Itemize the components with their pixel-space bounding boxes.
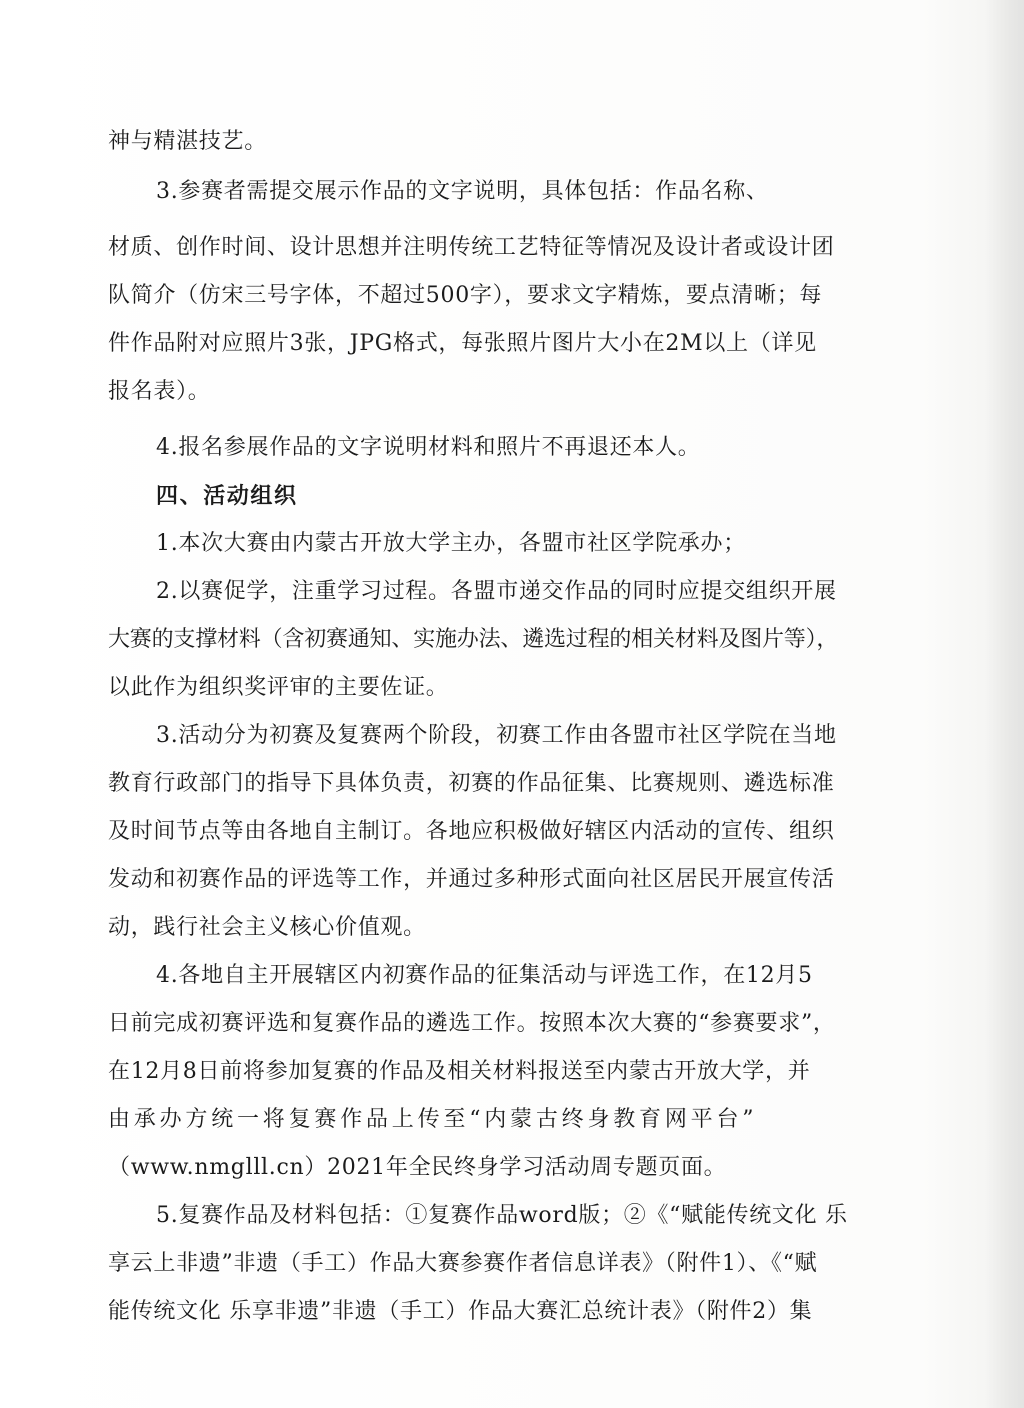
paragraph-line: 由承办方统一将复赛作品上传至“内蒙古终身教育网平台” (108, 1107, 758, 1132)
paragraph-line: 动，践行社会主义核心价值观。 (108, 915, 426, 940)
paragraph-line: （www.nmglll.cn）2021年全民终身学习活动周专题页面。 (108, 1155, 727, 1180)
paragraph-line: 件作品附对应照片3张，JPG格式，每张照片图片大小在2M以上（详见 (108, 331, 817, 356)
paragraph-line: 神与精湛技艺。 (108, 129, 267, 154)
paragraph-line: 大赛的支撑材料（含初赛通知、实施办法、遴选过程的相关材料及图片等）， (108, 627, 839, 652)
paragraph-line: 享云上非遗”非遗（手工）作品大赛参赛作者信息详表》（附件1）、《“赋 (108, 1251, 818, 1276)
paragraph-line: 日前完成初赛评选和复赛作品的遴选工作。按照本次大赛的“参赛要求”， (108, 1011, 836, 1036)
paragraph-line: 教育行政部门的指导下具体负责，初赛的作品征集、比赛规则、遴选标准 (108, 771, 835, 796)
section-heading: 四、活动组织 (156, 483, 298, 509)
paragraph-line: 5.复赛作品及材料包括：①复赛作品word版；②《“赋能传统文化 乐 (156, 1203, 848, 1228)
paragraph-line: 3.活动分为初赛及复赛两个阶段，初赛工作由各盟市社区学院在当地 (156, 723, 837, 748)
paragraph-line: 3.参赛者需提交展示作品的文字说明，具体包括：作品名称、 (156, 179, 769, 204)
paragraph-line: 4.报名参展作品的文字说明材料和照片不再退还本人。 (156, 435, 701, 460)
document-body (108, 118, 894, 1336)
paragraph-line: 发动和初赛作品的评选等工作，并通过多种形式面向社区居民开展宣传活 (108, 867, 835, 892)
paragraph-line: 及时间节点等由各地自主制订。各地应积极做好辖区内活动的宣传、组织 (108, 819, 835, 844)
paragraph-line: 4.各地自主开展辖区内初赛作品的征集活动与评选工作，在12月5 (156, 963, 813, 988)
paragraph-line: 能传统文化 乐享非遗”非遗（手工）作品大赛汇总统计表》（附件2）集 (108, 1299, 813, 1324)
paragraph-line: 以此作为组织奖评审的主要佐证。 (108, 675, 449, 700)
paragraph-line: 在12月8日前将参加复赛的作品及相关材料报送至内蒙古开放大学，并 (108, 1059, 811, 1084)
paragraph-line: 2.以赛促学，注重学习过程。各盟市递交作品的同时应提交组织开展 (156, 579, 837, 604)
paragraph-line: 队简介（仿宋三号字体，不超过500字），要求文字精炼，要点清晰；每 (108, 283, 823, 308)
page-edge-shadow (986, 0, 1024, 1408)
paragraph-line: 报名表）。 (108, 379, 211, 404)
paragraph-line: 材质、创作时间、设计思想并注明传统工艺特征等情况及设计者或设计团 (108, 235, 835, 260)
paragraph-line: 1.本次大赛由内蒙古开放大学主办，各盟市社区学院承办； (156, 531, 746, 556)
